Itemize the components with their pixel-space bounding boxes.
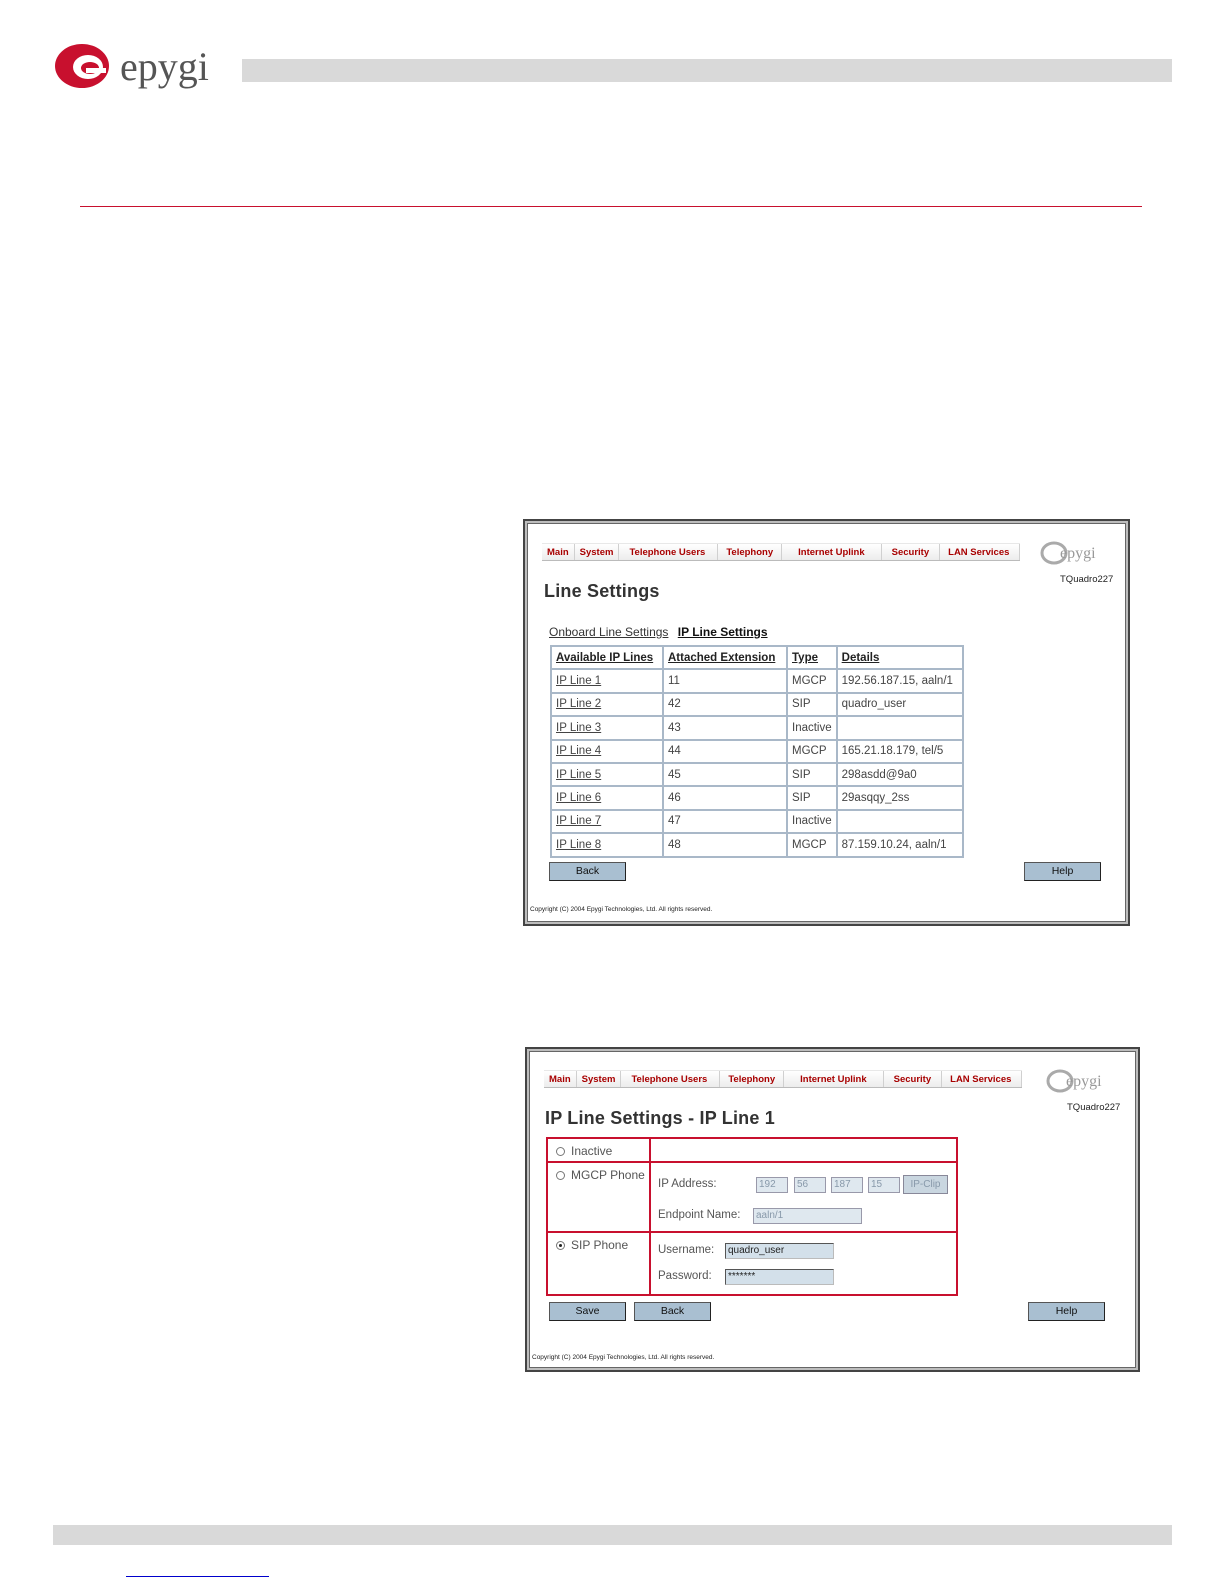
radio-inactive[interactable] — [556, 1147, 565, 1156]
table-row — [551, 763, 963, 786]
option-inactive-label: Inactive — [571, 1144, 613, 1158]
option-mgcp-label: MGCP Phone — [571, 1168, 645, 1182]
ip-address-label: IP Address: — [658, 1178, 717, 1190]
save-button[interactable]: Save — [549, 1302, 626, 1321]
form-row-divider — [548, 1161, 956, 1163]
ip-line-link[interactable]: IP Line 2 — [551, 693, 663, 716]
host-name: TQuadro227 — [1060, 574, 1114, 585]
tab-onboard-line-settings[interactable]: Onboard Line Settings — [549, 625, 669, 639]
option-sip-label: SIP Phone — [571, 1238, 629, 1252]
nav-security[interactable]: Security — [882, 544, 941, 560]
epygi-mini-logo — [1040, 539, 1110, 567]
nav-telephony[interactable]: Telephony — [720, 1071, 784, 1087]
table-row — [551, 669, 963, 692]
nav-security[interactable]: Security — [884, 1071, 943, 1087]
option-mgcp-phone[interactable] — [556, 1168, 645, 1182]
option-inactive[interactable] — [556, 1144, 612, 1158]
table-row — [551, 740, 963, 763]
epygi-mini-logo-icon — [1046, 1067, 1116, 1095]
epygi-logo-icon — [52, 38, 242, 98]
line-type-form — [546, 1137, 958, 1296]
header-bar — [242, 59, 1172, 82]
page-title: IP Line Settings - IP Line 1 — [545, 1108, 775, 1128]
copyright-text: Copyright (C) 2004 Epygi Technologies, Ltd. All rights reserved. — [530, 906, 713, 913]
page-title: Line Settings — [544, 581, 660, 601]
extension-cell: 48 — [663, 833, 787, 856]
footer-bar — [53, 1525, 1172, 1545]
nav-telephone-users[interactable]: Telephone Users — [619, 544, 718, 560]
col-details[interactable]: Details — [837, 646, 963, 669]
ip-line-link[interactable]: IP Line 8 — [551, 833, 663, 856]
tab-ip-line-settings[interactable]: IP Line Settings — [677, 625, 768, 639]
host-name: TQuadro227 — [1067, 1102, 1121, 1113]
nav-system[interactable]: System — [575, 544, 620, 560]
type-cell: MGCP — [787, 669, 837, 692]
back-button[interactable]: Back — [549, 862, 626, 881]
type-cell: Inactive — [787, 810, 837, 833]
extension-cell: 42 — [663, 693, 787, 716]
option-sip-phone[interactable] — [556, 1238, 628, 1252]
extension-cell: 46 — [663, 786, 787, 809]
details-cell: 165.21.18.179, tel/5 — [837, 740, 963, 763]
epygi-logo — [52, 38, 242, 98]
extension-cell: 45 — [663, 763, 787, 786]
type-cell: SIP — [787, 693, 837, 716]
nav-telephony[interactable]: Telephony — [718, 544, 782, 560]
main-nav — [544, 1070, 1022, 1088]
ip-line-link[interactable]: IP Line 7 — [551, 810, 663, 833]
password-label: Password: — [658, 1270, 712, 1282]
col-available-ip-lines[interactable]: Available IP Lines — [551, 646, 663, 669]
ip-line-link[interactable]: IP Line 3 — [551, 716, 663, 739]
table-header-row — [551, 646, 963, 669]
main-nav — [542, 543, 1020, 561]
epygi-mini-logo — [1046, 1067, 1116, 1095]
type-cell: Inactive — [787, 716, 837, 739]
ip-line-settings-screenshot — [525, 1047, 1140, 1372]
header-divider — [80, 206, 1142, 207]
table-row — [551, 786, 963, 809]
line-settings-tabs — [549, 625, 774, 639]
table-row — [551, 716, 963, 739]
details-cell: 192.56.187.15, aaln/1 — [837, 669, 963, 692]
mini-logo-text: epygi — [1060, 545, 1096, 562]
ip-line-link[interactable]: IP Line 5 — [551, 763, 663, 786]
ip-line-link[interactable]: IP Line 4 — [551, 740, 663, 763]
help-button[interactable]: Help — [1028, 1302, 1105, 1321]
back-button[interactable]: Back — [634, 1302, 711, 1321]
ip-line-link[interactable]: IP Line 6 — [551, 786, 663, 809]
ip-line-link[interactable]: IP Line 1 — [551, 669, 663, 692]
ip-lines-table — [550, 645, 964, 858]
line-settings-screenshot — [523, 519, 1130, 926]
details-cell: 298asdd@9a0 — [837, 763, 963, 786]
type-cell: MGCP — [787, 833, 837, 856]
ip-clip-button[interactable]: IP-Clip — [903, 1175, 948, 1194]
extension-cell: 43 — [663, 716, 787, 739]
extension-cell: 44 — [663, 740, 787, 763]
epygi-mini-logo-icon — [1040, 539, 1110, 567]
password-input[interactable]: ******* — [725, 1269, 834, 1285]
mini-logo-text: epygi — [1066, 1073, 1102, 1090]
username-label: Username: — [658, 1244, 715, 1256]
radio-sip-phone[interactable] — [556, 1241, 565, 1250]
help-button[interactable]: Help — [1024, 862, 1101, 881]
nav-telephone-users[interactable]: Telephone Users — [621, 1071, 720, 1087]
details-cell — [837, 716, 963, 739]
nav-internet-uplink[interactable]: Internet Uplink — [784, 1071, 884, 1087]
nav-system[interactable]: System — [577, 1071, 622, 1087]
extension-cell: 11 — [663, 669, 787, 692]
type-cell: SIP — [787, 786, 837, 809]
col-type[interactable]: Type — [787, 646, 837, 669]
col-attached-extension[interactable]: Attached Extension — [663, 646, 787, 669]
nav-internet-uplink[interactable]: Internet Uplink — [782, 544, 882, 560]
table-row — [551, 693, 963, 716]
table-row — [551, 810, 963, 833]
endpoint-name-input[interactable]: aaln/1 — [753, 1208, 862, 1224]
type-cell: SIP — [787, 763, 837, 786]
copyright-text: Copyright (C) 2004 Epygi Technologies, Ltd. All rights reserved. — [532, 1354, 715, 1361]
extension-cell: 47 — [663, 810, 787, 833]
details-cell — [837, 810, 963, 833]
nav-lan-services[interactable]: LAN Services — [940, 544, 1020, 560]
ip-octet-3-input[interactable]: 187 — [831, 1177, 863, 1193]
form-row-divider — [548, 1231, 956, 1233]
table-row — [551, 833, 963, 856]
ip-octet-1-input[interactable]: 192 — [756, 1177, 788, 1193]
details-cell: 29asqqy_2ss — [837, 786, 963, 809]
endpoint-name-label: Endpoint Name: — [658, 1209, 741, 1221]
logo-text: epygi — [120, 44, 209, 89]
radio-mgcp-phone[interactable] — [556, 1171, 565, 1180]
username-input[interactable]: quadro_user — [725, 1243, 834, 1259]
type-cell: MGCP — [787, 740, 837, 763]
details-cell: 87.159.10.24, aaln/1 — [837, 833, 963, 856]
nav-main[interactable]: Main — [542, 544, 575, 560]
nav-main[interactable]: Main — [544, 1071, 577, 1087]
ip-octet-4-input[interactable]: 15 — [868, 1177, 900, 1193]
footer-link[interactable] — [126, 1562, 269, 1577]
ip-octet-2-input[interactable]: 56 — [794, 1177, 826, 1193]
nav-lan-services[interactable]: LAN Services — [942, 1071, 1022, 1087]
details-cell: quadro_user — [837, 693, 963, 716]
